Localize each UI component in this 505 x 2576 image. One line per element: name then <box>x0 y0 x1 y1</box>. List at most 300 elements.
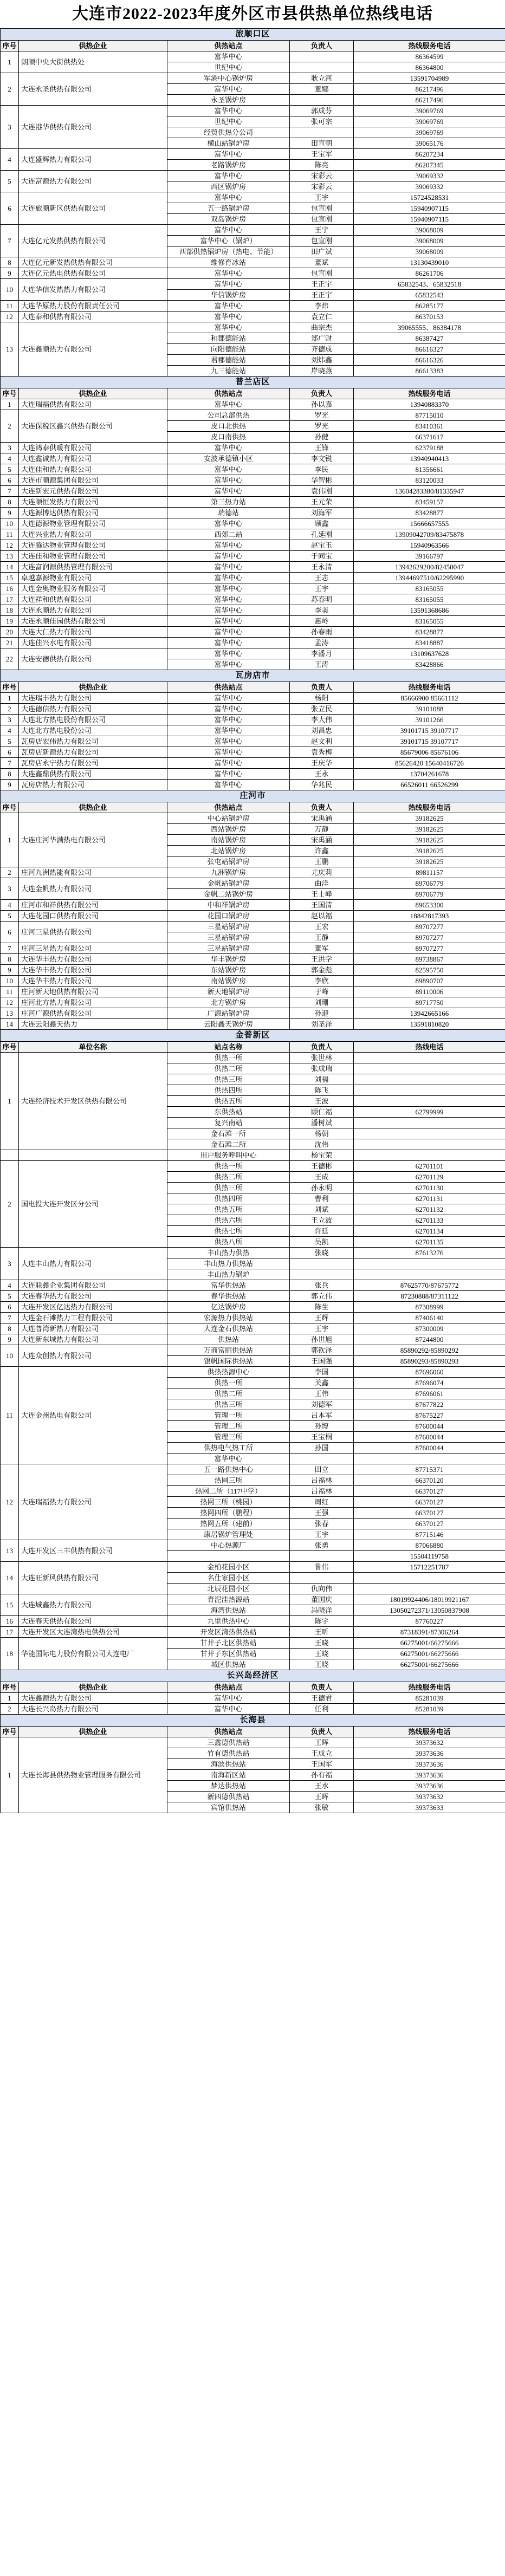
row-number: 20 <box>1 627 19 638</box>
station-name: 管理三所 <box>167 1432 290 1443</box>
station-name: 中心热源厂 <box>167 1540 290 1551</box>
person-in-charge: 孔延刚 <box>290 529 354 540</box>
person-in-charge: 冯晓洋 <box>290 1605 354 1616</box>
row-number: 11 <box>1 1367 19 1464</box>
hotline-phone: 15724528531 <box>354 192 505 203</box>
row-number: 3 <box>1 878 19 900</box>
header-row <box>1 1682 505 1693</box>
station-name: 三星站锅炉房 <box>167 922 290 932</box>
table-row <box>1 900 505 911</box>
enterprise-name: 大连兴业热力有限公司 <box>19 529 167 540</box>
hotline-phone: 87244800 <box>354 1334 505 1345</box>
header-phone: 热线服务电话 <box>354 682 505 693</box>
header-person: 负责人 <box>290 1042 354 1053</box>
station-name: 供热电气热工所 <box>167 1443 290 1454</box>
hotline-phone: 85281039 <box>354 1704 505 1715</box>
row-number: 22 <box>1 648 19 670</box>
station-name: 北辰花园小区 <box>167 1584 290 1594</box>
person-in-charge: 王锋 <box>290 443 354 453</box>
enterprise-name: 大连春华热力有限公司 <box>19 1291 167 1302</box>
person-in-charge: 顾仁福 <box>290 1107 354 1118</box>
station-name: 金柏花园小区 <box>167 1562 290 1573</box>
person-in-charge: 郭钦泽 <box>290 1345 354 1356</box>
header-enterprise: 供热企业 <box>19 802 167 813</box>
table-row <box>1 497 505 508</box>
table-row <box>1 878 505 889</box>
person-in-charge: 孙永明 <box>290 1183 354 1193</box>
header-row <box>1 1042 505 1053</box>
station-name: 康居锅炉管理处 <box>167 1529 290 1540</box>
hotline-phone: 13942629200/82450047 <box>354 562 505 573</box>
hotline-phone: 39373633 <box>354 1802 505 1813</box>
table-row <box>1 171 505 181</box>
person-in-charge: 刘昌忠 <box>290 725 354 736</box>
person-in-charge: 罗光 <box>290 410 354 421</box>
hotline-phone <box>354 1150 505 1161</box>
hotline-phone: 39166797 <box>354 551 505 562</box>
station-name: 广源站锅炉房 <box>167 1008 290 1019</box>
station-name: 大连金石供热站 <box>167 1323 290 1334</box>
hotline-phone: 87715371 <box>354 1464 505 1475</box>
enterprise-name: 庄河北方热力有限公司 <box>19 997 167 1008</box>
district-name: 旅顺口区 <box>1 29 505 41</box>
row-number: 4 <box>1 1280 19 1291</box>
person-in-charge: 刘海军 <box>290 508 354 518</box>
hotline-phone: 39069769 <box>354 116 505 127</box>
hotline-phone: 13604283380/81335947 <box>354 486 505 497</box>
hotline-phone: 87675227 <box>354 1410 505 1421</box>
hotline-phone: 87715010 <box>354 410 505 421</box>
person-in-charge: 李潘月 <box>290 648 354 659</box>
station-name: 热网二所（117中学） <box>167 1486 290 1497</box>
person-in-charge: 董国庆 <box>290 1594 354 1605</box>
hotline-phone: 83459157 <box>354 497 505 508</box>
hotline-phone: 66371617 <box>354 432 505 443</box>
station-name: 富华中心 <box>167 51 290 62</box>
row-number: 21 <box>1 638 19 648</box>
hotline-phone: 87600044 <box>354 1432 505 1443</box>
station-name: 富华中心 <box>167 594 290 605</box>
station-name: 富华中心 <box>167 715 290 725</box>
person-in-charge: 仇向伟 <box>290 1584 354 1594</box>
row-number: 1 <box>1 1693 19 1704</box>
person-in-charge: 陈宇 <box>290 1616 354 1627</box>
hotline-phone: 86616326 <box>354 355 505 366</box>
hotline-phone: 39068009 <box>354 246 505 257</box>
person-in-charge: 宋禹涵 <box>290 835 354 846</box>
enterprise-name <box>19 1150 167 1161</box>
hotline-phone: 83428877 <box>354 627 505 638</box>
station-name: 北站锅炉房 <box>167 846 290 856</box>
enterprise-name: 大连港华供热有限公司 <box>19 106 167 149</box>
header-enterprise: 供热企业 <box>19 682 167 693</box>
hotline-phone: 39069769 <box>354 127 505 138</box>
station-name: 管理二所 <box>167 1421 290 1432</box>
person-in-charge: 赵宝玉 <box>290 540 354 551</box>
hotline-phone: 39373636 <box>354 1781 505 1792</box>
person-in-charge: 王德君 <box>290 1693 354 1704</box>
enterprise-name: 大连永圣供热有限公司 <box>19 73 167 106</box>
enterprise-name: 大连富润源供热管理有限公司 <box>19 562 167 573</box>
header-station: 供热站点 <box>167 1682 290 1693</box>
hotline-phone: 39068009 <box>354 236 505 246</box>
person-in-charge: 王宝桐 <box>290 1432 354 1443</box>
person-in-charge <box>290 1269 354 1280</box>
hotline-phone: 86613383 <box>354 366 505 377</box>
station-name: 华信锅炉房 <box>167 290 290 301</box>
row-number: 8 <box>1 1323 19 1334</box>
hotline-phone: 62701135 <box>354 1237 505 1248</box>
enterprise-name: 大连春天供热有限公司 <box>19 1616 167 1627</box>
person-in-charge: 王晓 <box>290 1659 354 1670</box>
enterprise-name: 大连金州热电有限公司 <box>19 1367 167 1464</box>
enterprise-name: 庄河新天地供热有限公司 <box>19 987 167 997</box>
person-in-charge: 吴凯 <box>290 1237 354 1248</box>
hotline-phone: 13591810820 <box>354 1019 505 1030</box>
person-in-charge: 孙迎 <box>290 1008 354 1019</box>
person-in-charge: 王德彬 <box>290 1161 354 1172</box>
person-in-charge: 周红 <box>290 1497 354 1508</box>
table-row <box>1 1291 505 1302</box>
station-name: 富华中心 <box>167 1693 290 1704</box>
enterprise-name: 国电投大连开发区分公司 <box>19 1161 167 1248</box>
row-number: 4 <box>1 149 19 171</box>
header-row <box>1 1727 505 1737</box>
table-row <box>1 987 505 997</box>
row-number: 7 <box>1 225 19 257</box>
hotline-phone: 87318391/87306264 <box>354 1627 505 1638</box>
row-number: 16 <box>1 1616 19 1627</box>
row-number: 14 <box>1 562 19 573</box>
person-in-charge: 王正宇 <box>290 290 354 301</box>
person-in-charge: 王永清 <box>290 562 354 573</box>
row-number: 6 <box>1 1302 19 1313</box>
person-in-charge: 王宇 <box>290 1529 354 1540</box>
row-number: 1 <box>1 813 19 867</box>
header-enterprise: 供热企业 <box>19 1727 167 1737</box>
person-in-charge: 万静 <box>290 824 354 835</box>
person-in-charge: 王昕 <box>290 1627 354 1638</box>
header-person: 负责人 <box>290 682 354 693</box>
header-no: 序号 <box>1 1682 19 1693</box>
station-name: 开发区湾热供热站 <box>167 1627 290 1638</box>
person-in-charge: 刘炜鑫 <box>290 355 354 366</box>
hotline-phone: 86207345 <box>354 160 505 171</box>
hotline-phone: 87613276 <box>354 1248 505 1258</box>
enterprise-name: 大连经济技术开发区供热有限公司 <box>19 1053 167 1150</box>
hotline-phone: 15712251787 <box>354 1562 505 1573</box>
person-in-charge: 孙以嘉 <box>290 399 354 410</box>
hotline-phone: 87696060 <box>354 1367 505 1378</box>
person-in-charge: 张敏 <box>290 1802 354 1813</box>
station-name: 金帆二站锅炉房 <box>167 889 290 900</box>
person-in-charge: 田宣朝 <box>290 138 354 149</box>
enterprise-name: 大连旅顺新区供热有限公司 <box>19 192 167 225</box>
station-name: 富华中心 <box>167 225 290 236</box>
hotline-phone: 62701101 <box>354 1161 505 1172</box>
table-row <box>1 410 505 421</box>
table-row <box>1 627 505 638</box>
station-name <box>167 1551 290 1562</box>
hotline-phone: 86616327 <box>354 344 505 355</box>
hotline-phone: 89811157 <box>354 867 505 878</box>
row-number: 6 <box>1 922 19 943</box>
station-name: 宾馆供热站 <box>167 1802 290 1813</box>
station-name: 皮口南供热 <box>167 432 290 443</box>
station-name: 花园口锅炉房 <box>167 911 290 922</box>
table-row <box>1 911 505 922</box>
person-in-charge: 袁伟刚 <box>290 486 354 497</box>
hotline-phone: 89706779 <box>354 878 505 889</box>
row-number: 14 <box>1 1562 19 1594</box>
header-person: 负责人 <box>290 1682 354 1693</box>
enterprise-name: 庄河市和祥供热有限公司 <box>19 900 167 911</box>
person-in-charge: 赵文利 <box>290 736 354 747</box>
person-in-charge: 王元荣 <box>290 497 354 508</box>
person-in-charge: 李国 <box>290 1367 354 1378</box>
hotline-phone <box>354 1118 505 1128</box>
row-number: 13 <box>1 322 19 377</box>
row-number: 2 <box>1 1161 19 1248</box>
enterprise-name: 大连长海县供热物业管理服务有限公司 <box>19 1737 167 1813</box>
hotline-phone: 83165055 <box>354 594 505 605</box>
row-number: 2 <box>1 867 19 878</box>
person-in-charge: 张世林 <box>290 1053 354 1063</box>
row-number: 11 <box>1 301 19 312</box>
station-name: 富华供热站 <box>167 1280 290 1291</box>
table-row <box>1 1627 505 1638</box>
station-name: 富华中心（锅炉） <box>167 236 290 246</box>
hotline-phone: 86261706 <box>354 268 505 279</box>
row-number: 8 <box>1 769 19 780</box>
table-row <box>1 1053 505 1063</box>
district-row <box>1 1715 505 1727</box>
person-in-charge: 王正宇 <box>290 279 354 290</box>
enterprise-name: 华能国际电力股份有限公司大连电厂 <box>19 1638 167 1670</box>
table-row <box>1 1150 505 1161</box>
table-row <box>1 1704 505 1715</box>
person-in-charge: 鲁伟 <box>290 1562 354 1573</box>
hotline-phone: 66370127 <box>354 1497 505 1508</box>
row-number: 9 <box>1 508 19 518</box>
hotline-phone: 39101088 <box>354 704 505 715</box>
station-name: 富华中心 <box>167 322 290 333</box>
person-in-charge: 田广斌 <box>290 246 354 257</box>
hotline-phone: 89717750 <box>354 997 505 1008</box>
row-number: 5 <box>1 1291 19 1302</box>
hotline-phone: 39069332 <box>354 171 505 181</box>
station-name: 和郡德能站 <box>167 333 290 344</box>
enterprise-name: 庄河三星供热有限公司 <box>19 922 167 943</box>
header-station: 站点名称 <box>167 1042 290 1053</box>
table-row <box>1 1594 505 1605</box>
row-number: 15 <box>1 1594 19 1616</box>
row-number: 5 <box>1 464 19 475</box>
station-name: 富华中心 <box>167 518 290 529</box>
hotline-phone: 62701132 <box>354 1204 505 1215</box>
enterprise-name: 大连市顺源集团有限公司 <box>19 475 167 486</box>
person-in-charge: 王鹏 <box>290 856 354 867</box>
hotline-phone: 85890293/85890293 <box>354 1356 505 1367</box>
hotline-phone: 89738867 <box>354 954 505 965</box>
person-in-charge: 惠岭 <box>290 616 354 627</box>
person-in-charge: 曹利 <box>290 1193 354 1204</box>
row-number: 3 <box>1 106 19 149</box>
enterprise-name: 大连瑞福供热有限公司 <box>19 399 167 410</box>
enterprise-name: 大连华丰热力有限公司 <box>19 965 167 976</box>
table-row <box>1 573 505 583</box>
hotline-phone: 39101715 39107717 <box>354 736 505 747</box>
table-row <box>1 475 505 486</box>
station-name: 海湾供热站 <box>167 1605 290 1616</box>
row-number: 4 <box>1 725 19 736</box>
enterprise-name: 大连华丰热力有限公司 <box>19 954 167 965</box>
station-name: 富华中心 <box>167 725 290 736</box>
header-phone: 热线服务电话 <box>354 1727 505 1737</box>
enterprise-name: 大连金奥物业服务有限公司 <box>19 583 167 594</box>
row-number: 19 <box>1 616 19 627</box>
person-in-charge <box>290 1573 354 1584</box>
enterprise-name: 大连顺恒发热力有限公司 <box>19 497 167 508</box>
person-in-charge: 王水 <box>290 1781 354 1792</box>
station-name: 富华中心 <box>167 693 290 704</box>
station-name: 金石滩二所 <box>167 1139 290 1150</box>
table-row <box>1 715 505 725</box>
person-in-charge: 王晖 <box>290 1792 354 1802</box>
row-number: 4 <box>1 453 19 464</box>
enterprise-name: 大连盛辉热力有限公司 <box>19 149 167 171</box>
hotline-phone: 39182625 <box>354 813 505 824</box>
header-station: 供热站点 <box>167 41 290 51</box>
hotline-phone: 39101266 <box>354 715 505 725</box>
person-in-charge: 董娜 <box>290 84 354 95</box>
person-in-charge: 王晖 <box>290 1737 354 1748</box>
hotline-phone: 62701129 <box>354 1172 505 1183</box>
district-row <box>1 377 505 388</box>
table-row <box>1 1248 505 1258</box>
station-name: 富华中心 <box>167 747 290 758</box>
station-name: 竹有德供热站 <box>167 1748 290 1759</box>
station-name: 富华中心 <box>167 399 290 410</box>
row-number: 6 <box>1 747 19 758</box>
person-in-charge: 王成 <box>290 1172 354 1183</box>
table-row <box>1 965 505 976</box>
header-enterprise: 供热企业 <box>19 41 167 51</box>
station-name: 富华中心 <box>167 84 290 95</box>
station-name: 富华中心 <box>167 659 290 670</box>
row-number: 17 <box>1 1627 19 1638</box>
hotline-phone <box>354 1269 505 1280</box>
enterprise-name: 大连永顺热力有限公司 <box>19 605 167 616</box>
enterprise-name: 大连鑫鼎供热有限公司 <box>19 769 167 780</box>
person-in-charge: 赵以福 <box>290 911 354 922</box>
hotline-phone: 85679006 85676106 <box>354 747 505 758</box>
hotline-phone: 62701133 <box>354 1215 505 1226</box>
person-in-charge <box>290 62 354 73</box>
hotline-phone: 83418887 <box>354 638 505 648</box>
hotline-phone: 66526011 66526299 <box>354 780 505 790</box>
person-in-charge: 刘德军 <box>290 1399 354 1410</box>
station-name: 北方锅炉房 <box>167 997 290 1008</box>
row-number: 18 <box>1 1638 19 1670</box>
person-in-charge: 华兆民 <box>290 780 354 790</box>
hotline-phone: 86387427 <box>354 333 505 344</box>
hotline-phone: 39373636 <box>354 1770 505 1781</box>
hotline-phone: 13909042709/83475878 <box>354 529 505 540</box>
table-row <box>1 1323 505 1334</box>
enterprise-name: 大连腾达物业管理有限公司 <box>19 540 167 551</box>
person-in-charge: 董军 <box>290 943 354 954</box>
header-no: 序号 <box>1 1042 19 1053</box>
person-in-charge: 杨宝荣 <box>290 1150 354 1161</box>
enterprise-name: 大连金石滩热力工程有限公司 <box>19 1313 167 1323</box>
person-in-charge: 孙健 <box>290 432 354 443</box>
station-name: 甘井子北区供热站 <box>167 1638 290 1649</box>
person-in-charge: 袁立仁 <box>290 312 354 322</box>
station-name: 富华中心 <box>167 106 290 116</box>
person-in-charge: 王静 <box>290 932 354 943</box>
station-name: 供热一所 <box>167 1378 290 1388</box>
station-name: 富华中心 <box>167 648 290 659</box>
enterprise-name: 大连永顺佳园供热有限公司 <box>19 616 167 627</box>
person-in-charge: 刘斌 <box>290 1204 354 1215</box>
hotline-phone <box>354 1063 505 1074</box>
hotline-phone: 13591368686 <box>354 605 505 616</box>
person-in-charge <box>290 1258 354 1269</box>
station-name: 世纪中心 <box>167 62 290 73</box>
row-number: 10 <box>1 279 19 301</box>
hotline-phone: 81356661 <box>354 464 505 475</box>
table-row <box>1 704 505 715</box>
enterprise-name: 大连源博达供热有限公司 <box>19 508 167 518</box>
row-number: 3 <box>1 1248 19 1280</box>
station-name: 皮口北供热 <box>167 421 290 432</box>
hotline-phone: 66370127 <box>354 1486 505 1497</box>
person-in-charge: 曲宗杰 <box>290 322 354 333</box>
row-number: 2 <box>1 1704 19 1715</box>
station-name: 富华中心 <box>167 171 290 181</box>
district-row <box>1 670 505 682</box>
table-row <box>1 508 505 518</box>
table-row <box>1 1008 505 1019</box>
table-row <box>1 399 505 410</box>
table-row <box>1 106 505 116</box>
person-in-charge: 刘福 <box>290 1074 354 1085</box>
station-name: 青泥洼热源站 <box>167 1594 290 1605</box>
enterprise-name: 大连北方热电股份公司 <box>19 725 167 736</box>
table-row <box>1 453 505 464</box>
row-number: 7 <box>1 486 19 497</box>
enterprise-name: 大连丰山热力有限公司 <box>19 1248 167 1280</box>
table-row <box>1 867 505 878</box>
hotline-phone: 15940907115 <box>354 203 505 214</box>
table-row <box>1 725 505 736</box>
station-name: 富华中心 <box>167 758 290 769</box>
station-name: 供热三所 <box>167 1074 290 1085</box>
row-number: 8 <box>1 497 19 508</box>
person-in-charge: 王晓 <box>290 1649 354 1659</box>
district-name: 长海县 <box>1 1715 505 1727</box>
person-in-charge: 郭成芬 <box>290 106 354 116</box>
row-number: 9 <box>1 780 19 790</box>
person-in-charge: 王宇 <box>290 1323 354 1334</box>
row-number: 2 <box>1 410 19 443</box>
station-name: 君郡德能站 <box>167 355 290 366</box>
district-row <box>1 790 505 802</box>
station-name: 西区锅炉房 <box>167 181 290 192</box>
row-number: 17 <box>1 594 19 605</box>
person-in-charge <box>290 127 354 138</box>
